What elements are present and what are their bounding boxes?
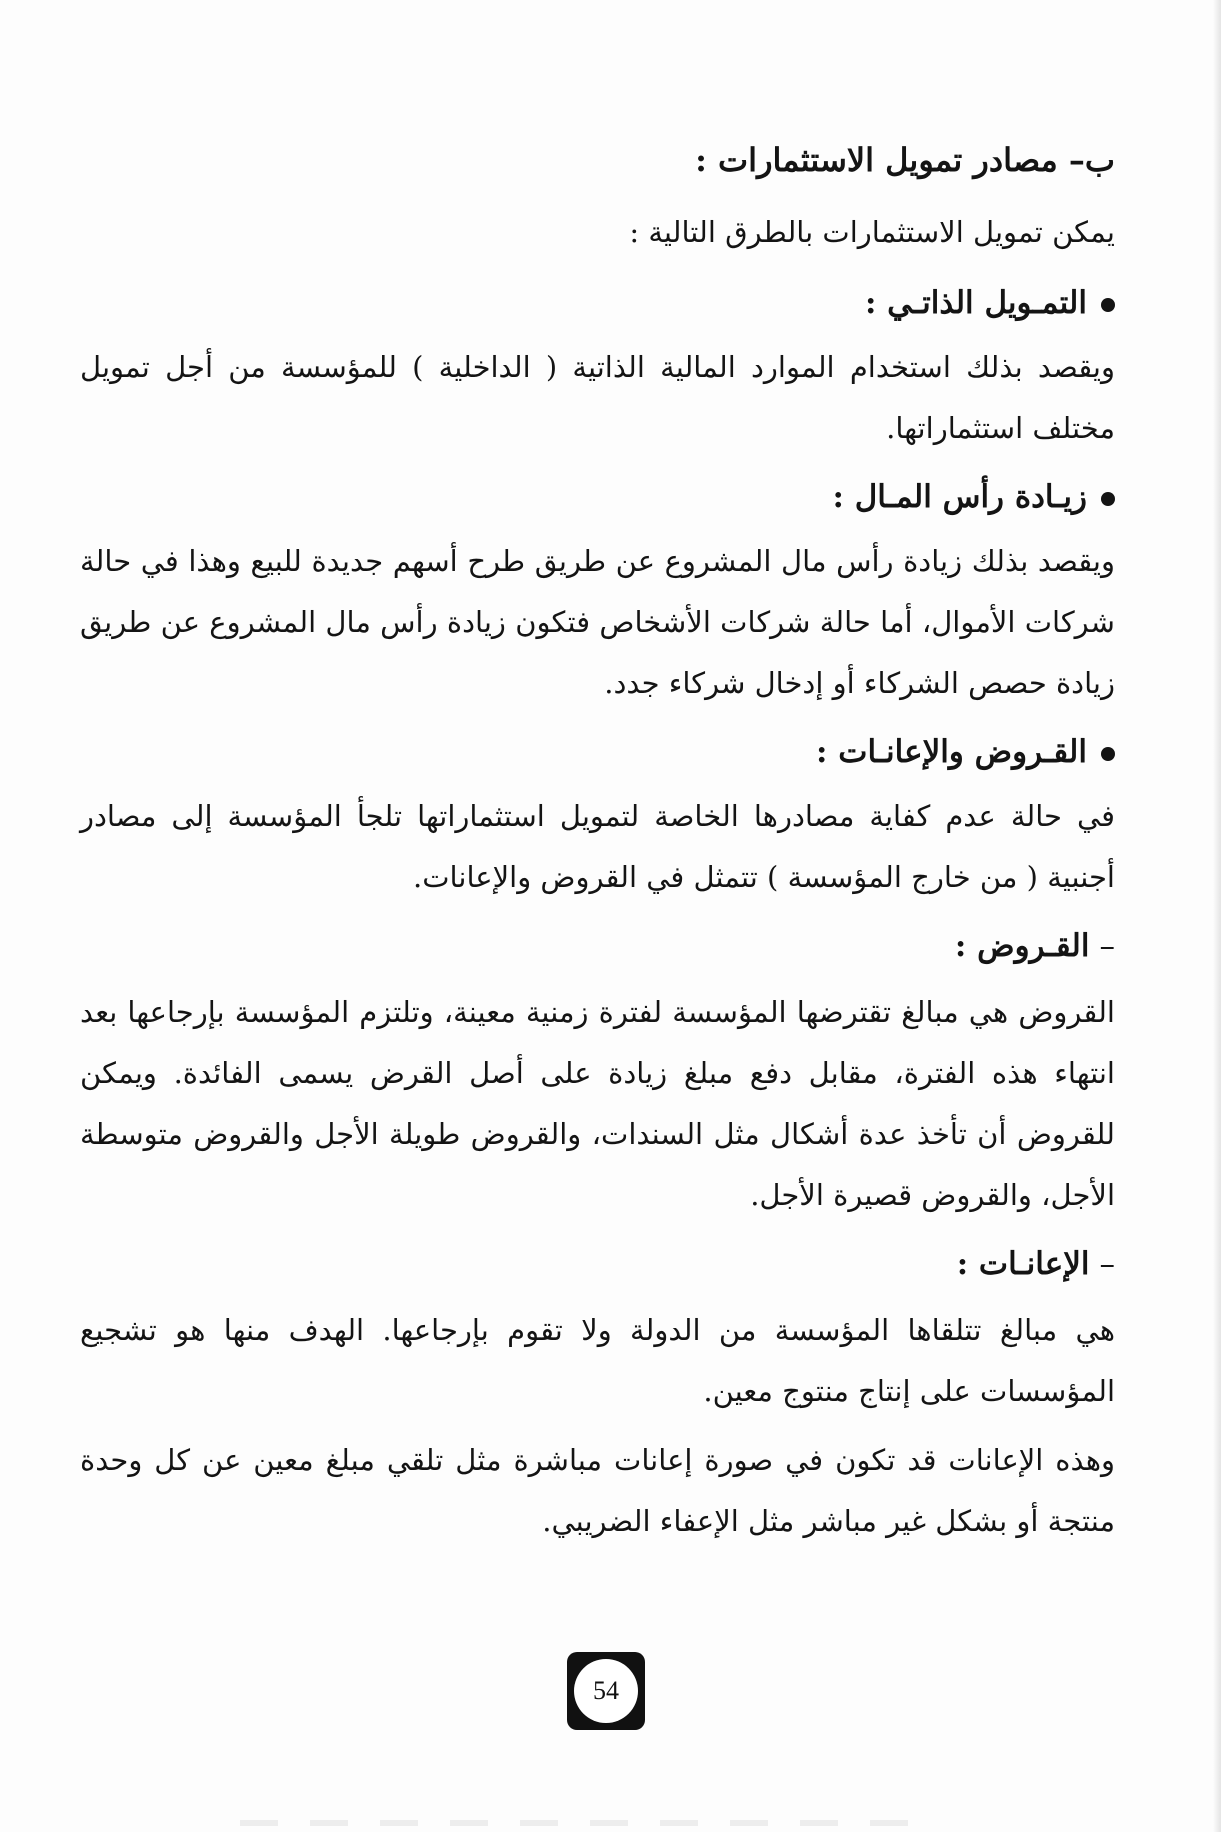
page-text xyxy=(80,130,1115,1560)
subheading-subsidies-title: الإعانـات : xyxy=(956,1246,1090,1282)
paragraph-loans: القروض هي مبالغ تقترضها المؤسسة لفترة زمنية معينة، وتلتزم المؤسسة بإرجاعها بعد انتهاء هذه الفترة، مقابل دفع مبلغ زيادة على أصل القرض يسمى الفائدة. ويمكن للقروض أن تأخذ عدة أشكال مثل السندات، والقروض طويلة الأجل والقروض متوسطة الأجل، والقروض قصيرة الأجل. xyxy=(80,995,1115,1212)
page-number-badge xyxy=(567,1652,645,1730)
dash-marker: – xyxy=(1099,928,1115,964)
paragraph-capital-increase: ويقصد بذلك زيادة رأس مال المشروع عن طريق طرح أسهم جديدة للبيع وهذا في حالة شركات الأموال، أما حالة شركات الأشخاص فتكون زيادة رأس مال المشروع عن طريق زيادة حصص الشركاء أو إدخال شركاء جدد. xyxy=(80,544,1115,700)
subheading-capital-increase xyxy=(80,467,1115,527)
section-intro: يمكن تمويل الاستثمارات بالطرق التالية : xyxy=(629,215,1115,249)
bullet-icon xyxy=(1101,492,1115,506)
scan-artifact xyxy=(240,1820,940,1826)
bullet-icon xyxy=(1101,298,1115,312)
paragraph-self-financing: ويقصد بذلك استخدام الموارد المالية الذاتية ( الداخلية ) للمؤسسة من أجل تمويل مختلف استثماراتها. xyxy=(80,350,1115,445)
dash-marker: – xyxy=(1099,1246,1115,1282)
bullet-icon xyxy=(1101,747,1115,761)
paragraph-subsidies-2: وهذه الإعانات قد تكون في صورة إعانات مباشرة مثل تلقي مبلغ معين عن كل وحدة منتجة أو بشكل غير مباشر مثل الإعفاء الضريبي. xyxy=(80,1443,1115,1538)
subheading-self-financing xyxy=(80,273,1115,333)
subheading-subsidies xyxy=(80,1234,1115,1294)
paragraph-subsidies-1: هي مبالغ تتلقاها المؤسسة من الدولة ولا تقوم بإرجاعها. الهدف منها هو تشجيع المؤسسات على إنتاج منتوج معين. xyxy=(80,1313,1115,1408)
paragraph-loans-subsidies: في حالة عدم كفاية مصادرها الخاصة لتمويل استثماراتها تلجأ المؤسسة إلى مصادر أجنبية ( من خارج المؤسسة ) تتمثل في القروض والإعانات. xyxy=(80,799,1115,894)
subheading-loans-title: القـروض : xyxy=(954,928,1090,964)
page-edge-shadow xyxy=(1213,0,1221,1832)
subheading-loans-subsidies-title: القـروض والإعانـات : xyxy=(816,734,1087,770)
subheading-loans xyxy=(80,916,1115,976)
subheading-capital-increase-title: زيـادة رأس المـال : xyxy=(832,479,1087,515)
subheading-loans-subsidies xyxy=(80,722,1115,782)
page-number: 54 xyxy=(574,1659,638,1723)
section-heading: ب– مصادر تمويل الاستثمارات : xyxy=(695,141,1115,179)
subheading-self-financing-title: التمـويل الذاتـي : xyxy=(864,285,1087,321)
